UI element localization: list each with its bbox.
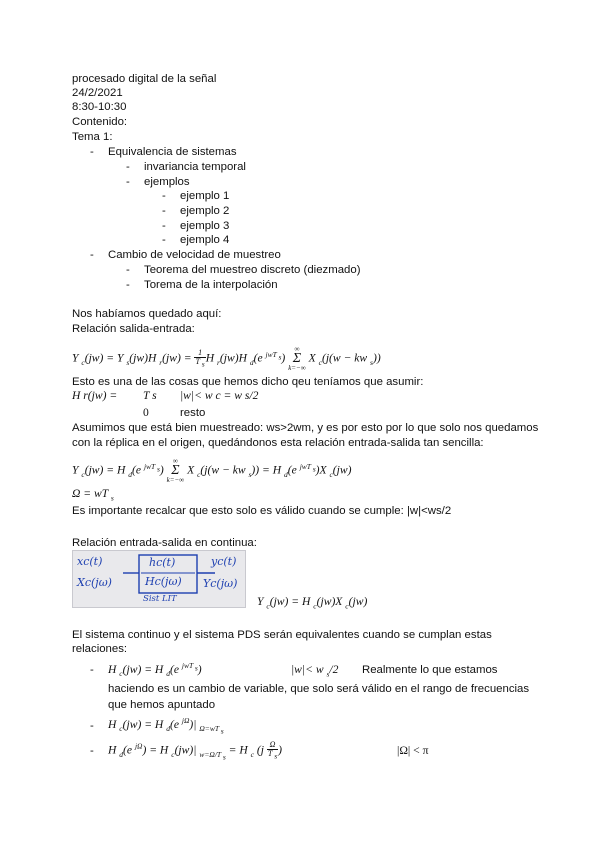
- condition-1-cond: |w|< w $_s$/2: [291, 663, 339, 679]
- equation-4: Ω = wT $_s$: [72, 487, 114, 503]
- paragraph: con la réplica en el origen, quedándonos esta relación entrada-salida tan sencilla:: [72, 437, 484, 449]
- condition-3-cond: |Ω| < π: [397, 744, 429, 757]
- topic-label: Tema 1:: [72, 131, 113, 143]
- hw-hc-jw: Hc(jω): [145, 575, 182, 588]
- outline-item: Torema de la interpolación: [144, 279, 278, 291]
- equation-5: Y $_c$(jw) = H $_c$(jw)X $_c$(jw): [257, 595, 368, 611]
- paragraph: Relación salida-entrada:: [72, 323, 195, 335]
- paragraph: Es importante recalcar que esto solo es válido cuando se cumple: |w|<ws/2: [72, 505, 452, 517]
- equation-1: Y $_c$(jw) = Y $_s$(jw)H $_r$(jw) = 1 T $_s$H $_r$(jw)H $_d$(e $^{jwT _s}$) ∞ Σ k=−∞ X $_c$(j(w − kw $_s$)): [72, 345, 381, 372]
- doc-date: 24/2/2021: [72, 87, 123, 99]
- outline-item: Teorema del muestreo discreto (diezmado): [144, 264, 361, 276]
- equation-2-case-2-value: 0: [143, 406, 149, 419]
- equation-2-case-1-cond: |w|< w c = w s/2: [180, 389, 259, 402]
- outline-bullet: -: [126, 176, 130, 188]
- condition-3-eq: H $_d$(e $^{j\Omega}$) = H $_c$(jw)| $_{w=\Omega/T _s}$ = H $_c$ (j Ω T $_s$): [108, 740, 282, 762]
- hw-sist-lit: Sist LIT: [143, 594, 177, 604]
- outline-bullet: -: [90, 146, 94, 158]
- hw-hc-t: hc(t): [149, 556, 176, 569]
- doc-time: 8:30-10:30: [72, 101, 127, 113]
- outline-item: Equivalencia de sistemas: [108, 146, 237, 158]
- outline-item: ejemplo 2: [180, 205, 230, 217]
- equation-3: Y $_c$(jw) = H $_d$(e $^{jwT _s}$) ∞ Σ k=−∞ X $_c$(j(w − kw $_s$)) = H $_d$(e $^{jwT _s}$)X $_c$(jw): [72, 457, 352, 484]
- equation-2-lhs: H r(jw) =: [72, 389, 118, 402]
- outline-bullet: -: [126, 161, 130, 173]
- condition-1-text: que hemos apuntado: [108, 699, 216, 711]
- condition-bullet: -: [90, 720, 94, 732]
- paragraph: El sistema continuo y el sistema PDS serán equivalentes cuando se cumplan estas: [72, 629, 492, 641]
- condition-bullet: -: [90, 745, 94, 757]
- paragraph: Nos habíamos quedado aquí:: [72, 308, 222, 320]
- outline-item: ejemplos: [144, 176, 190, 188]
- condition-1-eq: H $_c$(jw) = H $_d$(e $^{jwT _s}$): [108, 661, 202, 679]
- paragraph: Esto es una de las cosas que hemos dicho qeu teníamos que asumir:: [72, 376, 424, 388]
- outline-item: ejemplo 4: [180, 234, 230, 246]
- condition-1-text: haciendo es un cambio de variable, que solo será válido en el rango de frecuencias: [108, 683, 530, 695]
- contents-label: Contenido:: [72, 116, 128, 128]
- condition-1-text: Realmente lo que estamos: [362, 664, 498, 676]
- outline-bullet: -: [90, 249, 94, 261]
- outline-item: ejemplo 1: [180, 190, 230, 202]
- condition-2-eq: H $_c$(jw) = H $_d$(e $^{j\Omega}$)| $_{\Omega=wT _s}$: [108, 716, 224, 736]
- hw-yc-t: yc(t): [211, 555, 237, 568]
- paragraph: relaciones:: [72, 643, 128, 655]
- outline-item: invariancia temporal: [144, 161, 246, 173]
- outline-bullet: -: [126, 264, 130, 276]
- outline-item: ejemplo 3: [180, 220, 230, 232]
- outline-item: Cambio de velocidad de muestreo: [108, 249, 281, 261]
- doc-title: procesado digital de la señal: [72, 73, 217, 85]
- outline-bullet: -: [162, 190, 166, 202]
- hw-xc-t: xc(t): [77, 555, 103, 568]
- hw-yc-jw: Yc(jω): [203, 577, 238, 590]
- equation-2-case-1-value: T s: [143, 389, 157, 402]
- outline-bullet: -: [162, 220, 166, 232]
- outline-bullet: -: [126, 279, 130, 291]
- paragraph: Asumimos que está bien muestreado: ws>2wm, y es por esto por lo que solo nos quedamos: [72, 422, 539, 434]
- handwritten-diagram: [72, 550, 246, 608]
- outline-bullet: -: [162, 205, 166, 217]
- equation-2-case-2-cond: resto: [180, 407, 206, 419]
- outline-bullet: -: [162, 234, 166, 246]
- paragraph: Relación entrada-salida en continua:: [72, 537, 257, 549]
- hw-xc-jw: Xc(jω): [77, 576, 112, 589]
- condition-bullet: -: [90, 664, 94, 676]
